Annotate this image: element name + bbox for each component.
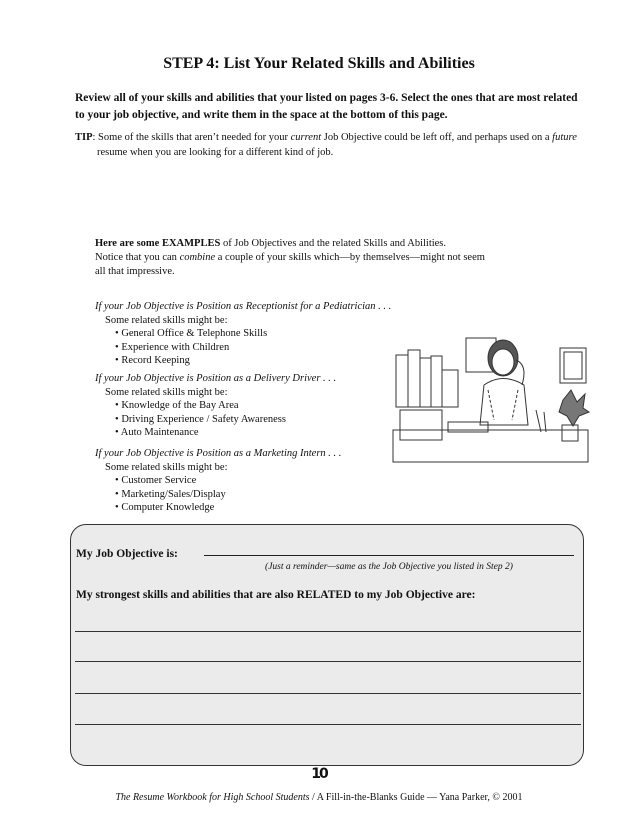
tip-label: TIP xyxy=(75,132,93,143)
binders-shelf xyxy=(396,350,458,407)
intro-instructions: Review all of your skills and abilities that your listed on pages 3-6. Select the ones that are most related to your job objective, and write them in the space at the bottom of this page. xyxy=(75,92,578,121)
fill-in-form-box xyxy=(70,524,584,766)
list-item: • Auto Maintenance xyxy=(115,426,415,440)
skills-label: My strongest skills and abilities that are also RELATED to my Job Objective are: xyxy=(76,589,476,601)
page-title: STEP 4: List Your Related Skills and Abilities xyxy=(163,55,475,72)
list-item: • Computer Knowledge xyxy=(115,501,415,515)
list-item: • Driving Experience / Safety Awareness xyxy=(115,413,415,427)
list-item: • Knowledge of the Bay Area xyxy=(115,399,415,413)
skill-list xyxy=(95,327,415,368)
writing-line[interactable] xyxy=(75,661,581,662)
writing-line[interactable] xyxy=(75,631,581,632)
picture-frame xyxy=(560,348,586,383)
list-item: • Customer Service xyxy=(115,474,415,488)
writing-line[interactable] xyxy=(75,693,581,694)
job-objective-label: My Job Objective is: xyxy=(76,548,178,560)
page-footer: The Resume Workbook for High School Students / A Fill-in-the-Blanks Guide — Yana Parker, © 2001 xyxy=(115,792,523,803)
example-delivery-driver: If your Job Objective is Position as a Delivery Driver . . . Some related skills might be: • Knowledge of the Bay Area • Driving Experience / Safety Awareness • Auto Maintenance xyxy=(95,372,415,440)
list-item: • Experience with Children xyxy=(115,341,415,355)
skill-list xyxy=(95,399,415,440)
list-item: • Marketing/Sales/Display xyxy=(115,488,415,502)
desk xyxy=(393,410,588,462)
writing-line[interactable] xyxy=(75,724,581,725)
list-item: • General Office & Telephone Skills xyxy=(115,327,415,341)
page-number: 10 xyxy=(311,766,327,782)
job-objective-line[interactable] xyxy=(204,555,574,556)
skill-list xyxy=(95,474,415,515)
person-figure xyxy=(480,340,528,425)
tip-paragraph: TIP: Some of the skills that aren’t needed for your current Job Objective could be left off, and perhaps used on a future resume when you are looking for a different kind of job. xyxy=(75,132,577,158)
example-receptionist: If your Job Objective is Position as Receptionist for a Pediatrician . . . Some related skills might be: • General Office & Telephone Skills • Experience with Children • Record Keeping xyxy=(95,300,415,368)
plant xyxy=(559,390,589,441)
reminder-note: (Just a reminder—same as the Job Objective you listed in Step 2) xyxy=(265,562,513,572)
receptionist-illustration xyxy=(388,330,593,465)
list-item: • Record Keeping xyxy=(115,354,415,368)
example-marketing-intern: If your Job Objective is Position as a Marketing Intern . . . Some related skills might be: • Customer Service • Marketing/Sales/Display • Computer Knowledge xyxy=(95,447,415,515)
examples-intro: Here are some EXAMPLES of Job Objectives and the related Skills and Abilities. Notice that you can combine a couple of your skills which—by themselves—might not seem all that impressive. xyxy=(95,238,485,277)
